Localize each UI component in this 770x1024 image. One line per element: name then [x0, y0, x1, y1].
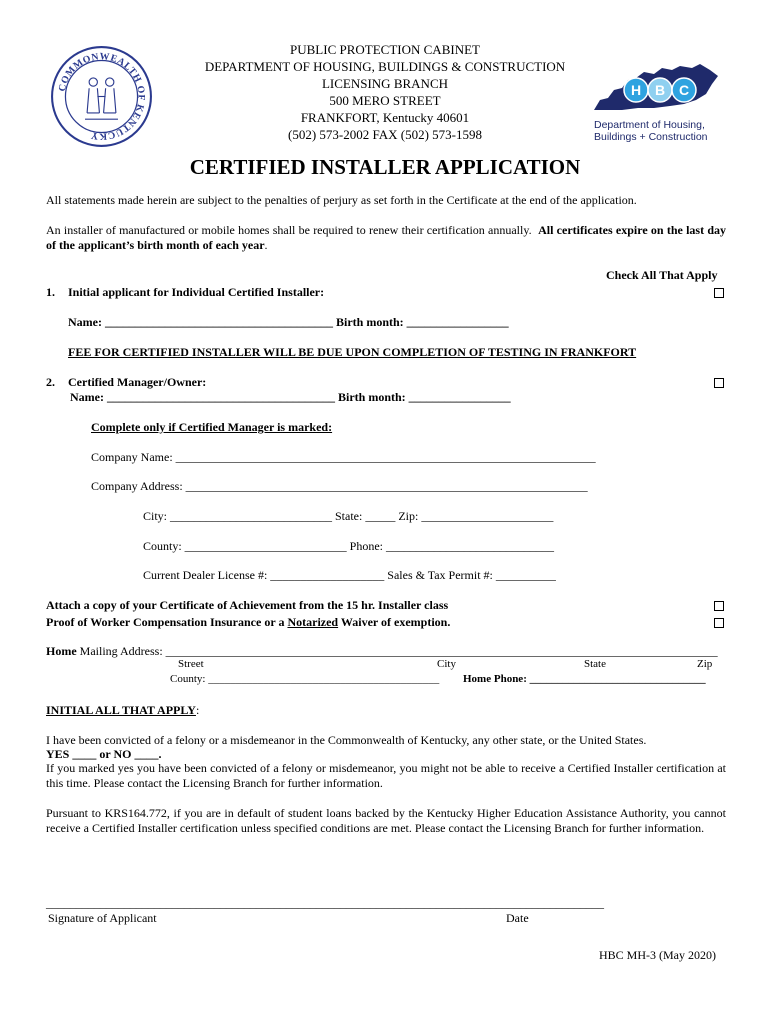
- section1-label: Initial applicant for Individual Certified Installer:: [68, 285, 325, 299]
- initial-heading: [46, 703, 199, 718]
- form-number: HBC MH-3 (May 2020): [599, 948, 716, 962]
- street-caption: Street: [178, 658, 204, 670]
- attach-certificate-checkbox[interactable]: [714, 601, 724, 611]
- header-line: LICENSING BRANCH: [321, 76, 449, 91]
- header-line: DEPARTMENT OF HOUSING, BUILDINGS & CONSTRUCTION: [204, 59, 566, 74]
- header-line: (502) 573-2002 FAX (502) 573-1598: [287, 127, 483, 142]
- home-mailing-address-field[interactable]: [46, 644, 718, 659]
- logo-line1: Department of Housing,: [594, 119, 705, 131]
- section1-number: 1.: [46, 285, 55, 299]
- home-label: Home: [46, 644, 77, 658]
- seal-text: COMMONWEALTH OF KENTUCKY: [56, 51, 147, 142]
- complete-only-note: Complete only if Certified Manager is marked:: [91, 420, 333, 434]
- logo-letter: C: [678, 82, 690, 98]
- signature-caption: Signature of Applicant: [48, 911, 157, 925]
- city-state-zip-fields[interactable]: City: ___________________________ State: _____ Zip: ______________________: [143, 509, 554, 523]
- attach-certificate-text: Attach a copy of your Certificate of Achievement from the 15 hr. Installer class: [46, 598, 449, 612]
- expiration-end: .: [264, 238, 268, 252]
- check-all-label: Check All That Apply: [606, 268, 718, 282]
- signature-line[interactable]: _____________________________________________________________________________________________: [46, 896, 604, 910]
- logo-letter: H: [630, 82, 642, 98]
- worker-comp-checkbox[interactable]: [714, 618, 724, 628]
- section2-checkbox[interactable]: [714, 378, 724, 388]
- notarized-word: Notarized: [287, 615, 339, 629]
- home-phone-field[interactable]: Home Phone: ________________________________: [463, 673, 706, 685]
- company-name-field[interactable]: Company Name: ______________________________________________________________________: [91, 450, 596, 464]
- section1-name-line[interactable]: Name: ______________________________________ Birth month: _________________: [68, 315, 509, 329]
- state-caption: State: [584, 658, 606, 670]
- kentucky-seal: [50, 45, 153, 148]
- felony-statement: I have been convicted of a felony or a misdemeanor in the Commonwealth of Kentucky, any other state, or the United States.: [46, 733, 647, 747]
- section2-label: Certified Manager/Owner:: [68, 375, 207, 389]
- expiration-paragraph: [46, 223, 726, 253]
- section2-number: 2.: [46, 375, 55, 389]
- expiration-text: An installer of manufactured or mobile homes shall be required to renew their certification annually.: [46, 223, 532, 237]
- logo-letter: B: [654, 82, 666, 98]
- company-address-field[interactable]: Company Address: ___________________________________________________________________: [91, 479, 588, 493]
- header-line: PUBLIC PROTECTION CABINET: [290, 42, 480, 57]
- worker-comp-end: Waiver of exemption.: [338, 615, 451, 629]
- page-title: CERTIFIED INSTALLER APPLICATION: [189, 155, 581, 179]
- worker-comp-text: [46, 615, 450, 630]
- header-line: FRANKFORT, Kentucky 40601: [300, 110, 470, 125]
- intro-paragraph: All statements made herein are subject to the penalties of perjury as set forth in the Certificate at the end of the application.: [46, 193, 637, 207]
- license-permit-fields[interactable]: Current Dealer License #: ___________________ Sales & Tax Permit #: __________: [143, 568, 556, 582]
- header-line: 500 MERO STREET: [329, 93, 441, 108]
- krs-statement: Pursuant to KRS164.772, if you are in default of student loans backed by the Kentucky Higher Education Assistance Authority, you cannot receive a Certified Installer certification unless specified conditions are met. Please contact the Licensing Branch for further information.: [46, 806, 726, 835]
- yes-no-field[interactable]: YES ____ or NO ____.: [46, 747, 162, 761]
- expiration-bold: All certificates expire on the last day of the applicant’s birth month of each year: [46, 223, 727, 252]
- county-phone-fields[interactable]: County: ___________________________ Phone: ____________________________: [143, 539, 555, 553]
- section1-checkbox[interactable]: [714, 288, 724, 298]
- agency-header: [180, 41, 590, 143]
- zip-caption: Zip: [697, 658, 713, 670]
- initial-heading-colon: :: [195, 703, 200, 717]
- initial-heading-text: INITIAL ALL THAT APPLY: [46, 703, 196, 717]
- city-caption: City: [437, 658, 456, 670]
- mailing-address-line: Mailing Address: ____________________________________________________________________________________________: [76, 644, 718, 658]
- county-field[interactable]: County: __________________________________________: [170, 673, 440, 685]
- felony-warning: If you marked yes you have been convicted of a felony or misdemeanor, you might not be able to receive a Certified Installer certification at this time. Please contact the Licensing Branch for further information.: [46, 761, 726, 790]
- worker-comp-part: Proof of Worker Compensation Insurance or a: [46, 615, 288, 629]
- fee-note: FEE FOR CERTIFIED INSTALLER WILL BE DUE UPON COMPLETION OF TESTING IN FRANKFORT: [68, 345, 637, 359]
- logo-line2: Buildings + Construction: [594, 131, 708, 143]
- date-caption: Date: [506, 911, 529, 925]
- section2-name-line[interactable]: Name: ______________________________________ Birth month: _________________: [70, 390, 511, 404]
- hbc-logo: [588, 50, 728, 145]
